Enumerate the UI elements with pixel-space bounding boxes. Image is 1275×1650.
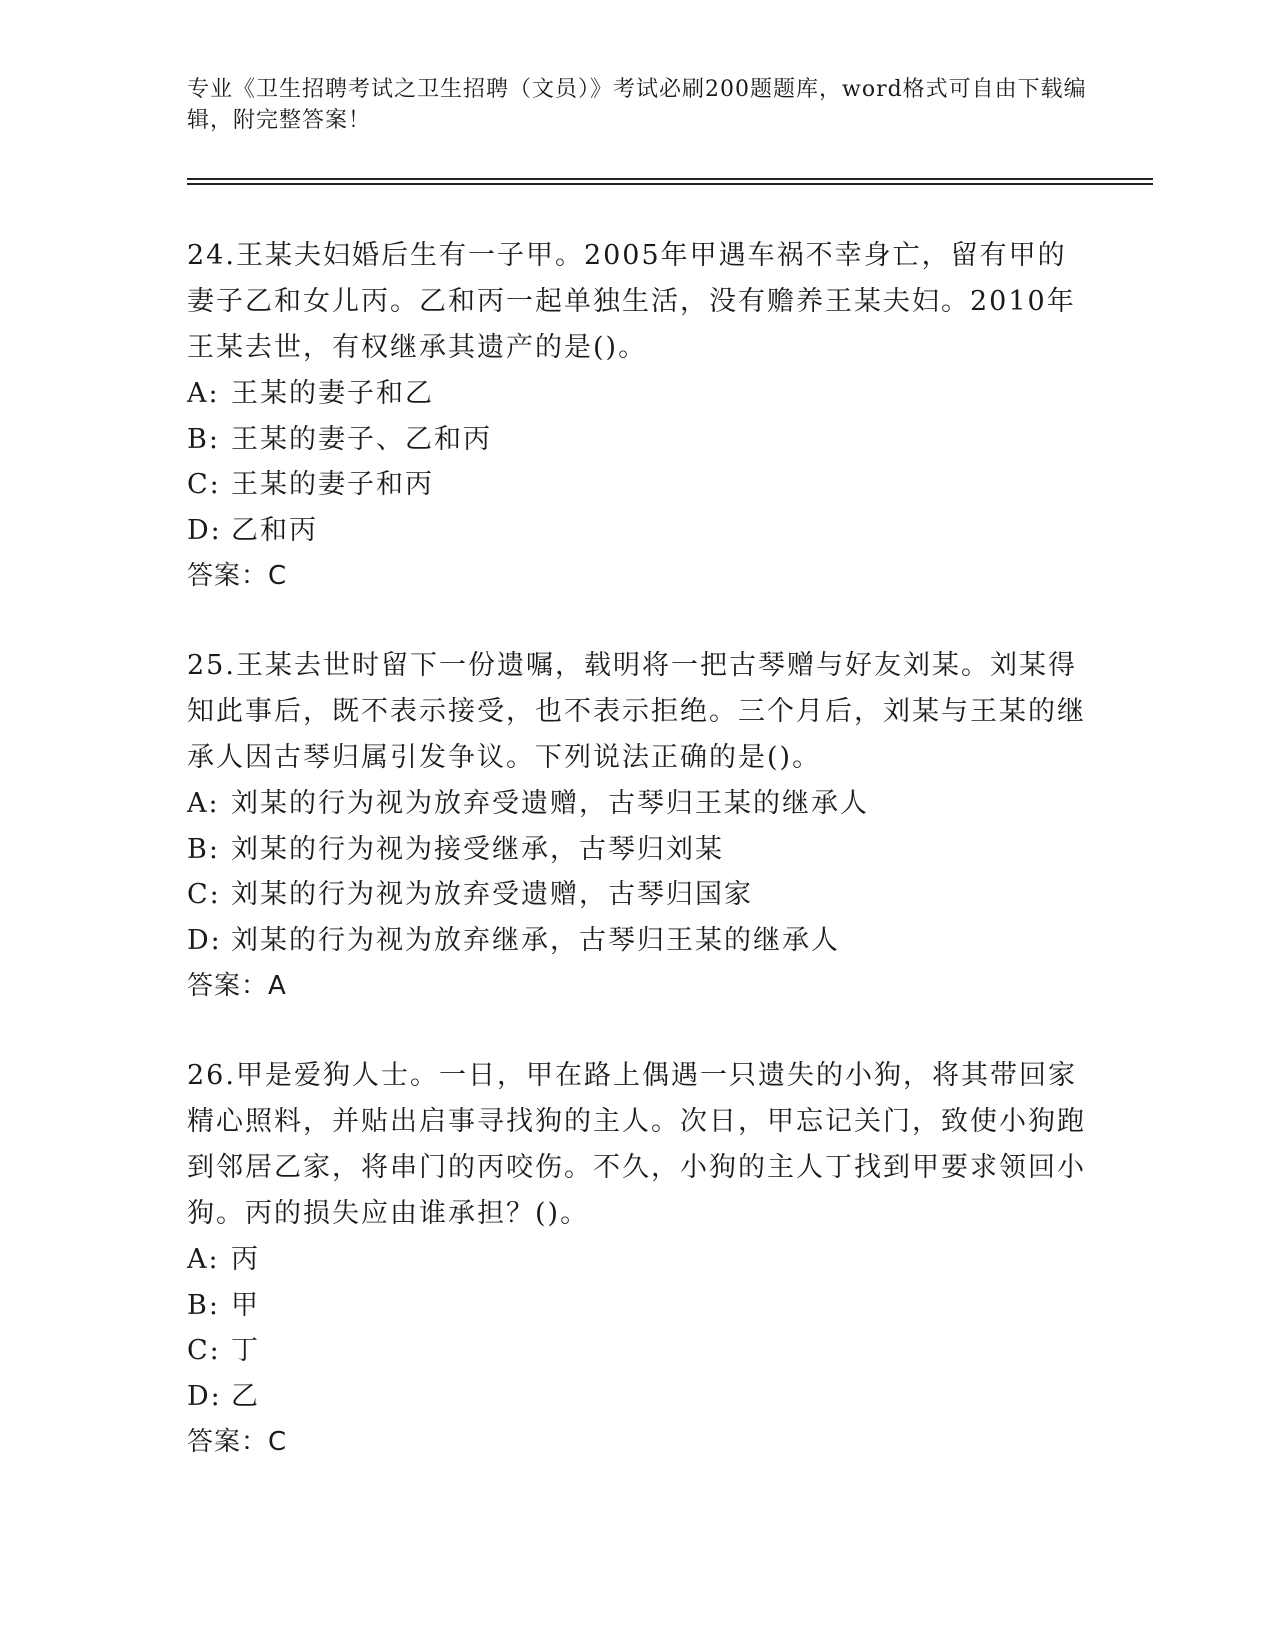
option-key: C: — [187, 469, 221, 500]
question-stem: 26.甲是爱狗人士。一日，甲在路上偶遇一只遗失的小狗，将其带回家精心照料，并贴出启事寻找狗的主人。次日，甲忘记关门，致使小狗跑到邻居乙家，将串门的丙咬伤。不久，小狗的主人丁找到甲要求领回小狗。丙的损失应由谁承担？()。 — [187, 1060, 1086, 1229]
document-header: 专业《卫生招聘考试之卫生招聘（文员）》考试必刷200题题库，word格式可自由下载编辑，附完整答案！ — [187, 77, 1087, 133]
question-24 — [187, 233, 1087, 599]
option-text: 刘某的行为视为放弃受遗赠，古琴归王某的继承人 — [231, 788, 869, 819]
option-key: D: — [187, 514, 222, 546]
option-text: 刘某的行为视为放弃继承，古琴归王某的继承人 — [231, 924, 840, 956]
option-d — [187, 1374, 1087, 1420]
option-text: 丙 — [231, 1244, 260, 1275]
option-a — [187, 781, 1087, 827]
answer: 答案：C — [187, 1427, 288, 1457]
option-d — [187, 508, 1087, 554]
option-text: 乙 — [231, 1380, 260, 1412]
option-text: 王某的妻子和乙 — [231, 378, 434, 409]
option-text: 甲 — [231, 1289, 260, 1321]
option-key: C: — [187, 1335, 221, 1366]
option-text: 王某的妻子和丙 — [231, 469, 434, 500]
answer: 答案：A — [187, 971, 287, 1001]
question-stem: 24.王某夫妇婚后生有一子甲。2005年甲遇车祸不幸身亡，留有甲的妻子乙和女儿丙。乙和丙一起单独生活，没有赡养王某夫妇。2010年王某去世，有权继承其遗产的是()。 — [187, 240, 1076, 363]
header-divider-bottom — [187, 183, 1153, 185]
option-key: D: — [187, 924, 222, 956]
option-c — [187, 462, 1087, 508]
option-text: 乙和丙 — [231, 514, 318, 546]
option-c — [187, 1328, 1087, 1374]
option-key: D: — [187, 1380, 222, 1412]
option-c — [187, 872, 1087, 918]
option-key: A: — [187, 788, 220, 819]
header-divider-top — [187, 178, 1153, 180]
option-a — [187, 1237, 1087, 1283]
option-text: 王某的妻子、乙和丙 — [231, 423, 492, 455]
option-key: A: — [187, 1244, 220, 1275]
option-d — [187, 918, 1087, 964]
option-text: 刘某的行为视为放弃受遗赠，古琴归国家 — [231, 879, 753, 910]
question-25 — [187, 643, 1087, 1009]
option-b — [187, 417, 1087, 463]
option-key: A: — [187, 378, 220, 409]
option-b — [187, 1283, 1087, 1329]
question-stem: 25.王某去世时留下一份遗嘱，载明将一把古琴赠与好友刘某。刘某得知此事后，既不表示接受，也不表示拒绝。三个月后，刘某与王某的继承人因古琴归属引发争议。下列说法正确的是()。 — [187, 650, 1086, 773]
option-key: B: — [187, 833, 220, 865]
option-key: B: — [187, 423, 220, 455]
answer: 答案：C — [187, 561, 288, 591]
question-26 — [187, 1053, 1087, 1465]
option-text: 刘某的行为视为接受继承，古琴归刘某 — [231, 833, 724, 865]
option-key: C: — [187, 879, 221, 910]
option-key: B: — [187, 1289, 220, 1321]
option-a — [187, 371, 1087, 417]
option-b — [187, 827, 1087, 873]
option-text: 丁 — [231, 1335, 260, 1366]
